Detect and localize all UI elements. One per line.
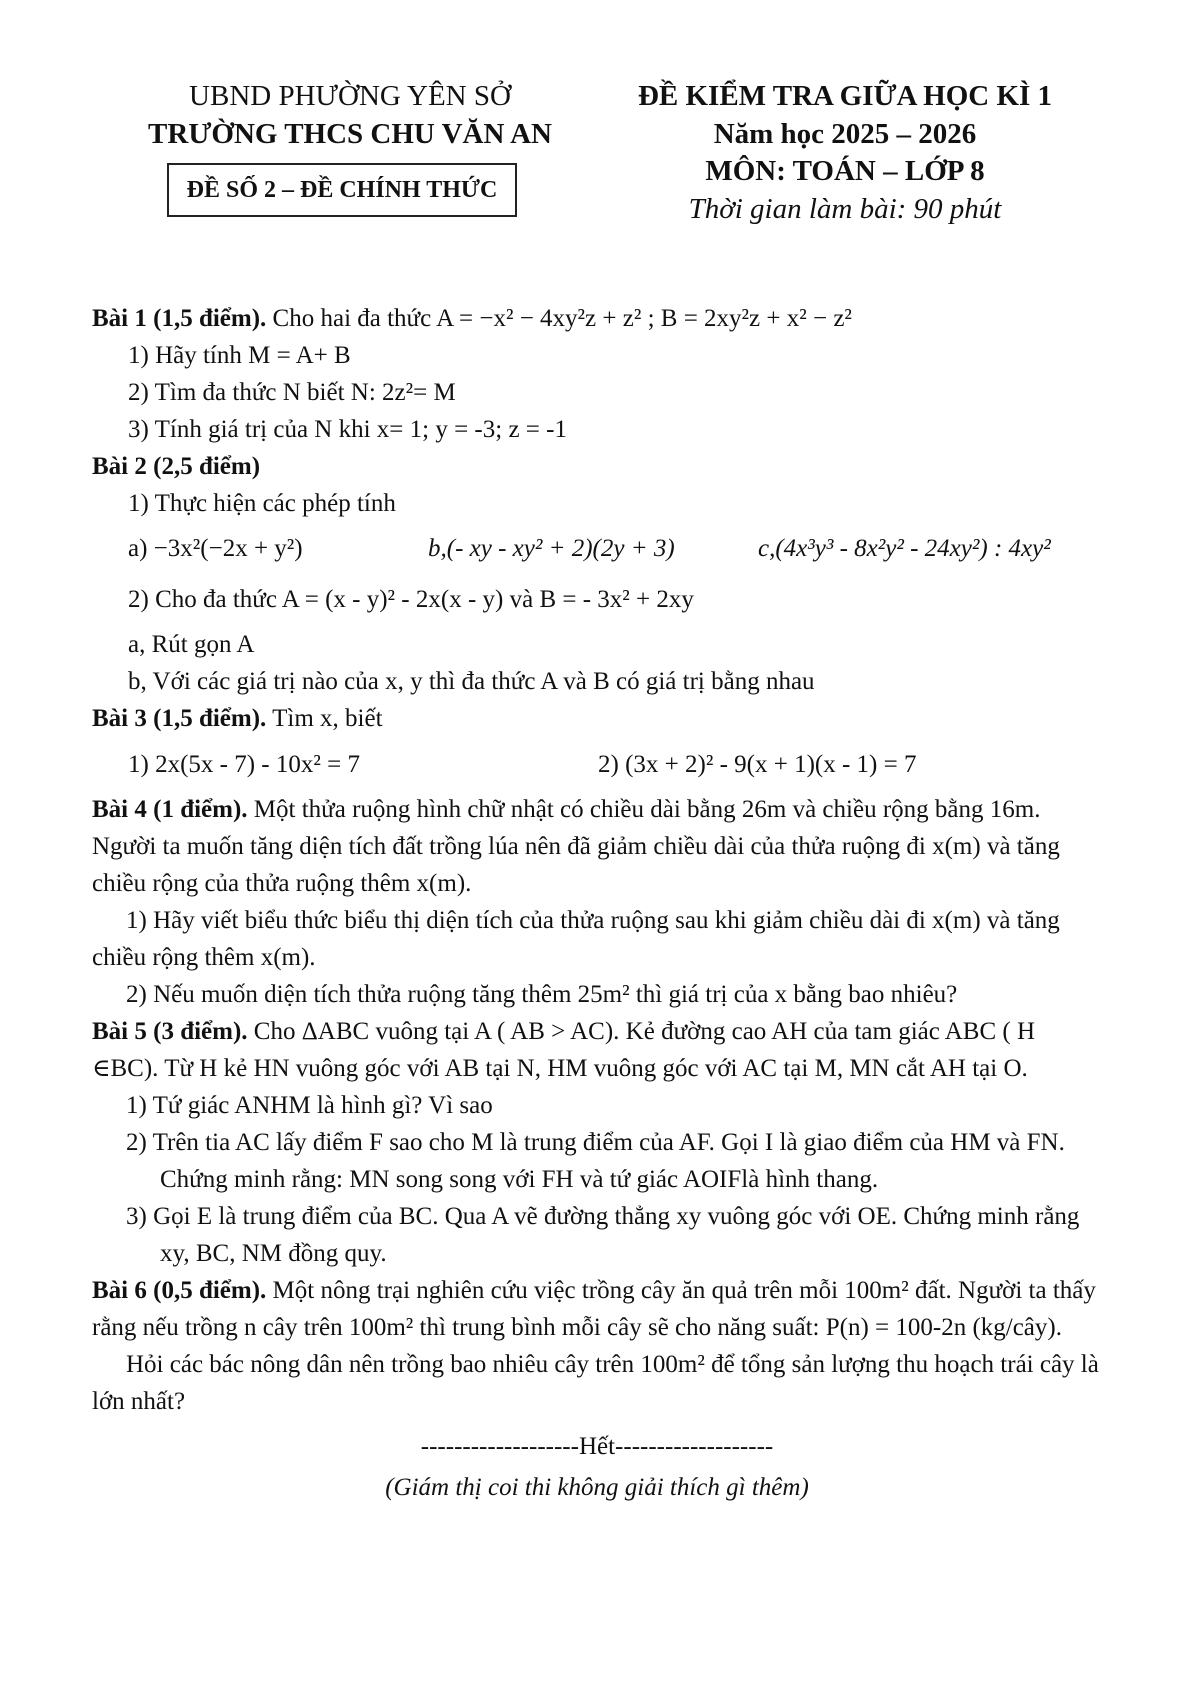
exam-header (590, 78, 1100, 229)
bai1-q3: 3) Tính giá trị của N khi x= 1; y = -3; z = -1 (128, 416, 567, 443)
end-marker: -------------------Hết------------------- (420, 1433, 774, 1460)
bai1-q1: 1) Hãy tính M = A+ B (128, 342, 351, 369)
bai6-title: Bài 6 (0,5 điểm). (92, 1277, 267, 1304)
bai1-q2: 2) Tìm đa thức N biết N: 2z²= M (128, 379, 456, 406)
bai2-s1: 1) Thực hiện các phép tính (128, 490, 396, 517)
bai2-b: b,(- xy - xy² + 2)(2y + 3) (428, 534, 675, 562)
bai5-title: Bài 5 (3 điểm). (92, 1018, 248, 1045)
bai1-title: Bài 1 (1,5 điểm). (92, 305, 267, 332)
bai3-e1: 1) 2x(5x - 7) - 10x² = 7 (128, 750, 360, 778)
bai4-title: Bài 4 (1 điểm). (92, 796, 248, 823)
district-name: UBND PHƯỜNG YÊN SỞ (189, 80, 511, 112)
school-year: Năm học 2025 – 2026 (713, 117, 977, 150)
exam-title: ĐỀ KIỂM TRA GIỮA HỌC KÌ 1 (637, 80, 1053, 112)
bai1-intro: Bài 1 (1,5 điểm). Cho hai đa thức A = −x² − 4xy²z + z² ; B = 2xy²z + x² − z² (92, 305, 852, 332)
bai5-intro: Bài 5 (3 điểm). Cho ΔABC vuông tại A ( AB > AC). Kẻ đường cao AH của tam giác ABC ( H ∈BC). Từ H kẻ HN vuông góc với AB tại N, HM vuông góc với AC tại M, MN cắt AH tại O. (92, 1018, 1035, 1082)
bai3-eqs (92, 737, 1102, 791)
duration: Thời gian làm bài: 90 phút (688, 193, 1002, 226)
bai3-intro: Bài 3 (1,5 điểm). Tìm x, biết (92, 705, 383, 732)
proctor-note: (Giám thị coi thi không giải thích gì thêm) (385, 1474, 809, 1501)
exam-content (92, 300, 1102, 1506)
bai3-title: Bài 3 (1,5 điểm). (92, 705, 267, 732)
bai5-q3: 3) Gọi E là trung điểm của BC. Qua A vẽ đường thẳng xy vuông góc với OE. Chứng minh rằng xy, BC, NM đồng quy. (126, 1203, 1080, 1267)
bai4-q2: 2) Nếu muốn diện tích thửa ruộng tăng thêm 25m² thì giá trị của x bằng bao nhiêu? (126, 981, 958, 1008)
school-header (130, 78, 570, 153)
bai2-s2b: b, Với các giá trị nào của x, y thì đa thức A và B có giá trị bằng nhau (128, 668, 815, 695)
school-name: TRƯỜNG THCS CHU VĂN AN (148, 117, 552, 150)
bai5-q2: 2) Trên tia AC lấy điểm F sao cho M là trung điểm của AF. Gọi I là giao điểm của HM và FN. Chứng minh rằng: MN song song với FH và tứ giác AOIFlà hình thang. (126, 1129, 1065, 1193)
bai4-intro: Bài 4 (1 điểm). Một thửa ruộng hình chữ nhật có chiều dài bằng 26m và chiều rộng bằng 16m. Người ta muốn tăng diện tích đất trồng lúa nên đã giảm chiều dài của thửa ruộng đi x(m) và tăng chiều rộng của thửa ruộng thêm x(m). (92, 796, 1060, 897)
exam-code-box: ĐỀ SỐ 2 – ĐỀ CHÍNH THỨC (167, 163, 517, 217)
subject: MÔN: TOÁN – LỚP 8 (705, 155, 985, 188)
bai6-intro: Bài 6 (0,5 điểm). Một nông trại nghiên cứu việc trồng cây ăn quả trên mỗi 100m² đất. Người ta thấy rằng nếu trồng n cây trên 100m² thì trung bình mỗi cây sẽ cho năng suất: P(n) = 100-2n (kg/cây). (92, 1277, 1096, 1341)
bai2-title: Bài 2 (2,5 điểm) (92, 453, 261, 480)
bai2-c: c,(4x³y³ - 8x²y² - 24xy²) : 4xy² (758, 534, 1051, 562)
bai3-e2: 2) (3x + 2)² - 9(x + 1)(x - 1) = 7 (598, 750, 917, 778)
bai2-s2a: a, Rút gọn A (128, 631, 255, 658)
bai6-q: Hỏi các bác nông dân nên trồng bao nhiêu cây trên 100m² để tổng sản lượng thu hoạch trái cây là lớn nhất? (92, 1351, 1099, 1415)
bai2-a: a) −3x²(−2x + y²) (128, 534, 303, 562)
bai2-ops (92, 522, 1102, 574)
bai5-q1: 1) Tứ giác ANHM là hình gì? Vì sao (126, 1092, 493, 1119)
bai4-q1: 1) Hãy viết biểu thức biểu thị diện tích của thửa ruộng sau khi giảm chiều dài đi x(m) và tăng chiều rộng thêm x(m). (92, 907, 1060, 971)
bai2-s2: 2) Cho đa thức A = (x - y)² - 2x(x - y) và B = - 3x² + 2xy (128, 586, 694, 613)
